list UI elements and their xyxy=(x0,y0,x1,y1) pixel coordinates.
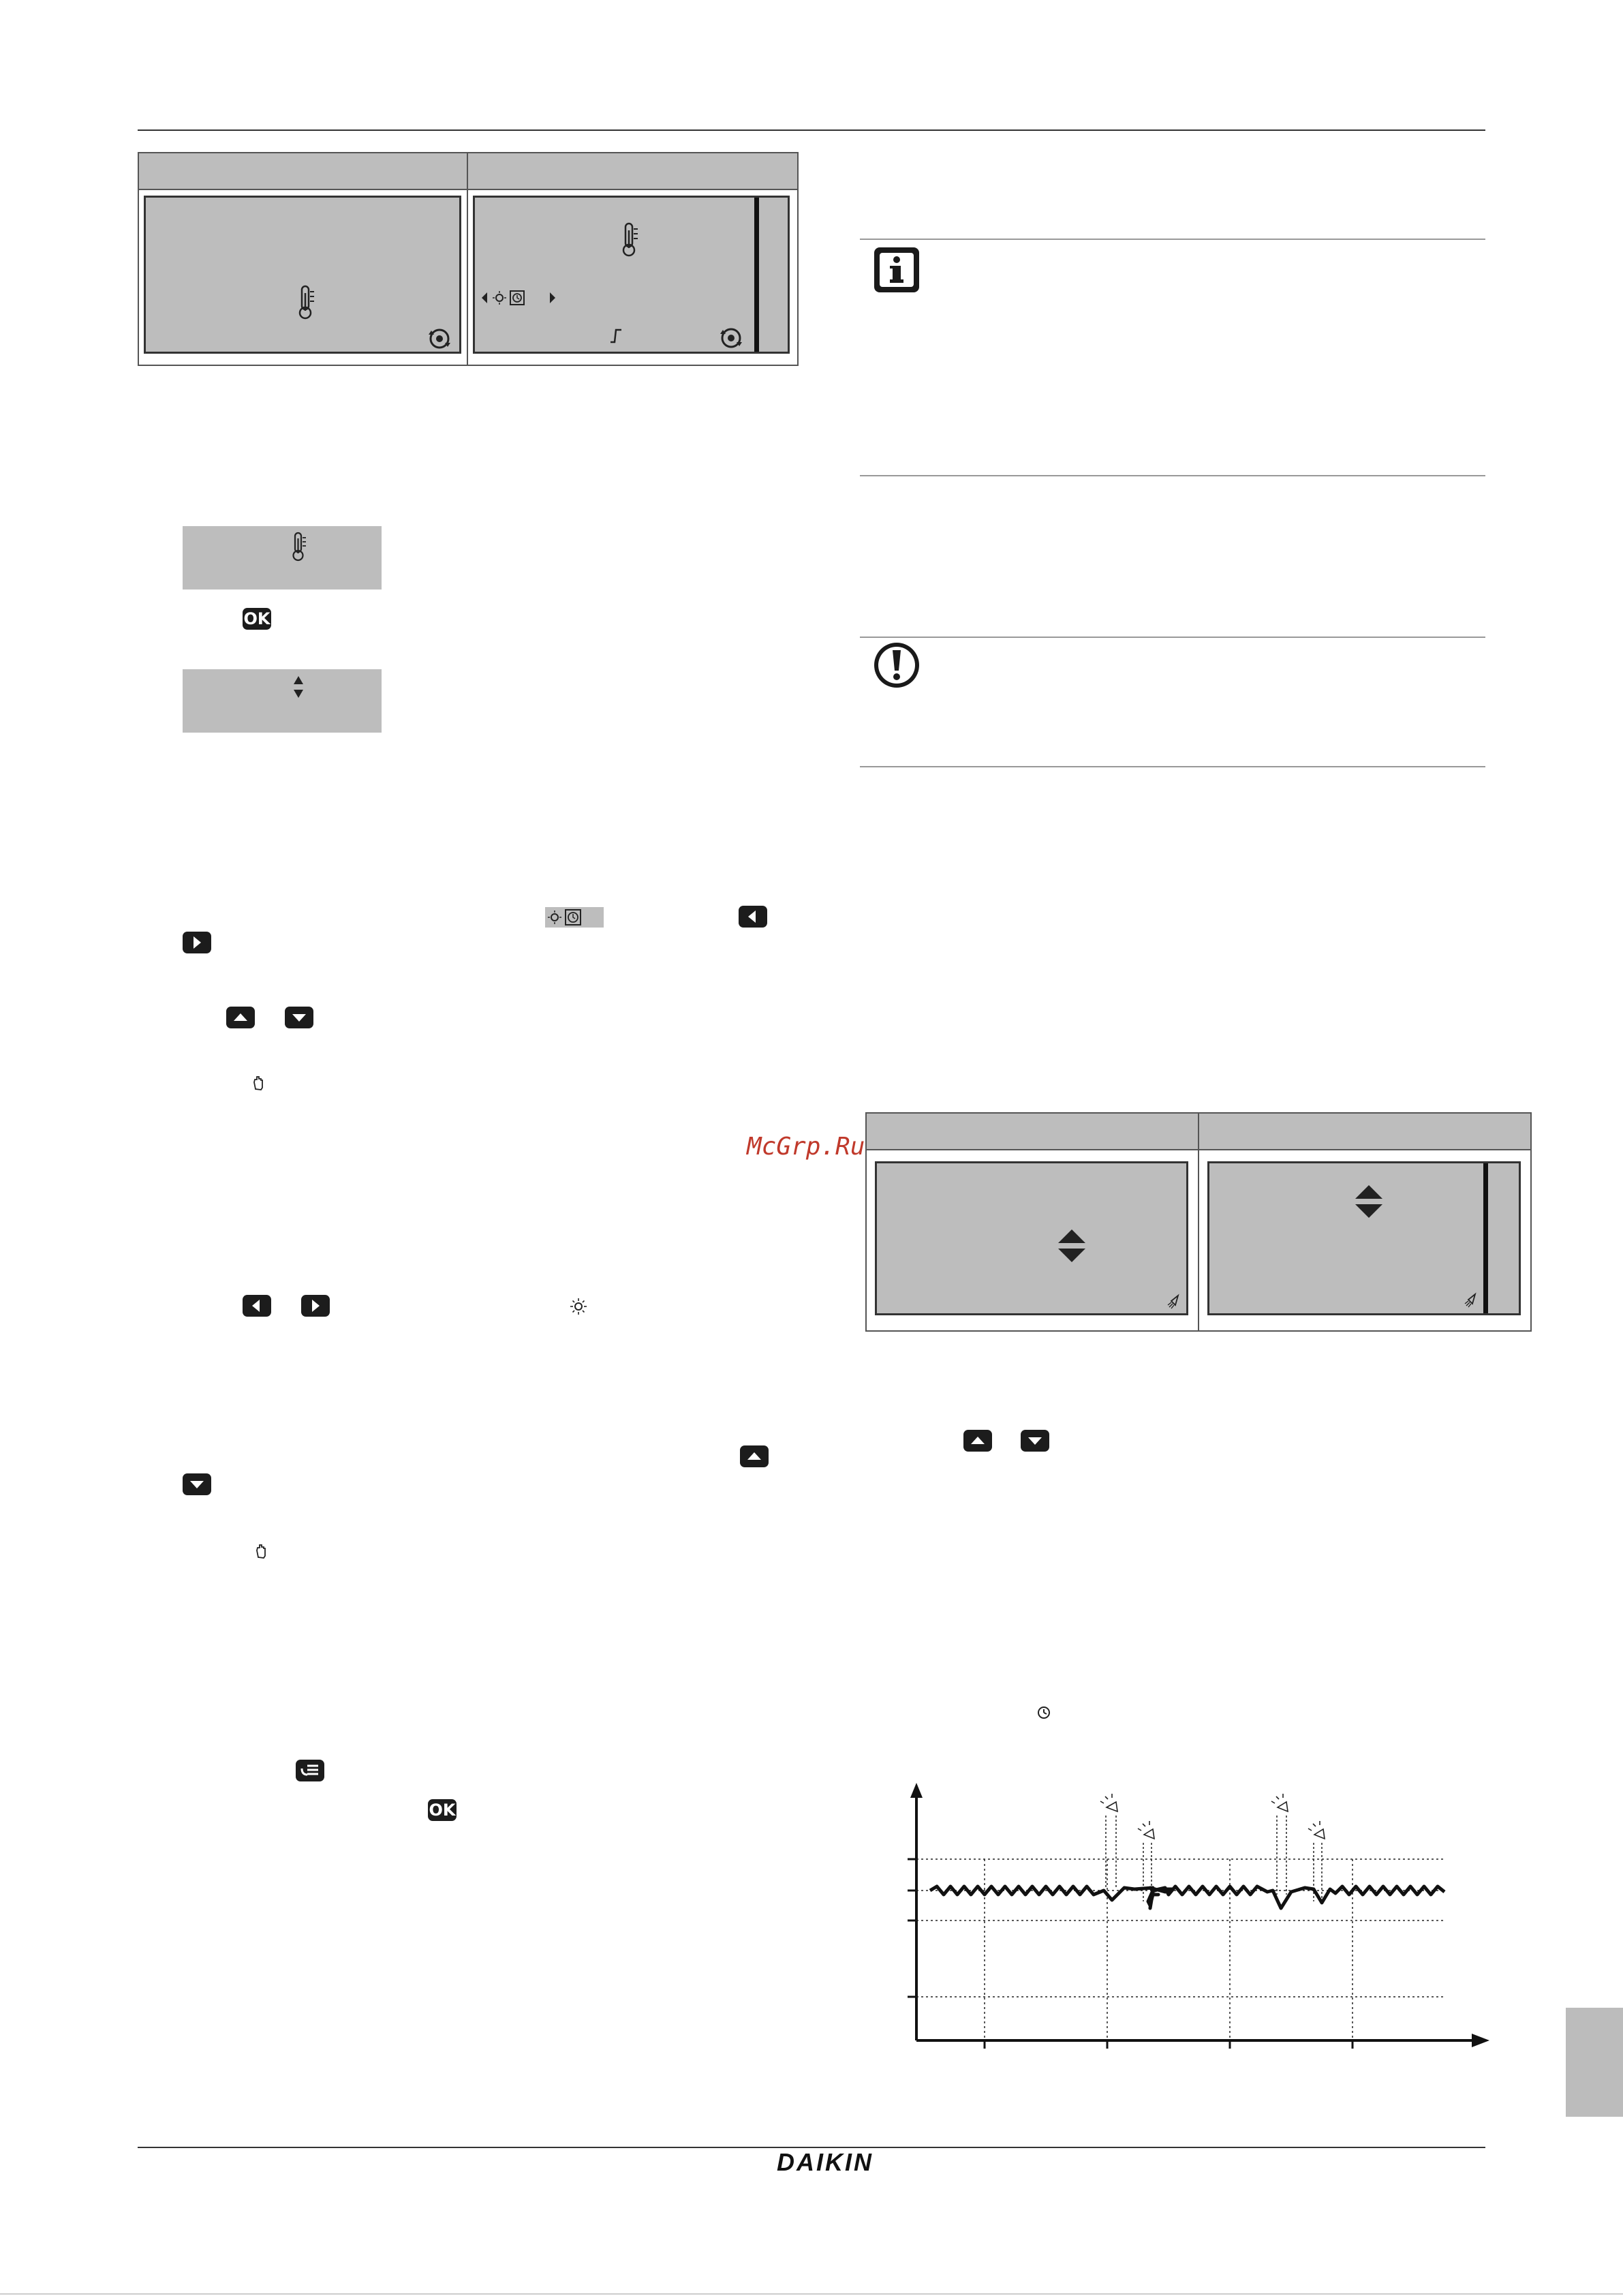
notice-rule-bottom xyxy=(860,475,1485,476)
lcd-strip-thermometer xyxy=(183,526,382,590)
updown-arrows-icon xyxy=(292,673,305,701)
down-arrow-button[interactable] xyxy=(285,1007,313,1028)
chevron-left-icon xyxy=(252,1300,260,1312)
shower-icon xyxy=(1166,1293,1182,1309)
sun-icon xyxy=(570,1298,587,1315)
chevron-up-icon xyxy=(234,1013,247,1021)
header-rule xyxy=(138,129,1485,131)
hand-icon xyxy=(251,1074,266,1092)
temperature-curve xyxy=(930,1886,1444,1908)
up-arrow-button[interactable] xyxy=(226,1007,255,1028)
lcd-screen-right xyxy=(473,196,790,354)
up-arrow-button[interactable] xyxy=(740,1445,769,1467)
chevron-left-icon xyxy=(748,910,756,923)
left-arrow-button[interactable] xyxy=(739,906,767,928)
updown-arrows-icon xyxy=(1354,1184,1384,1219)
scrollbar[interactable] xyxy=(1483,1163,1488,1313)
hand-icon xyxy=(253,1542,268,1560)
display-table-1 xyxy=(138,152,799,366)
shower-icon xyxy=(1463,1291,1479,1308)
notice-rule-top xyxy=(860,239,1485,240)
rotate-icon xyxy=(717,324,745,352)
menu-button[interactable] xyxy=(296,1760,324,1781)
mode-selector-icon xyxy=(479,289,561,307)
rotate-icon xyxy=(426,325,453,352)
left-arrow-button[interactable] xyxy=(243,1295,271,1317)
lcd-strip-updown xyxy=(183,669,382,733)
chevron-down-icon xyxy=(190,1481,204,1488)
display-table-2 xyxy=(865,1112,1532,1332)
chevron-down-icon xyxy=(1028,1437,1042,1445)
thermometer-icon xyxy=(619,222,640,258)
chevron-up-icon xyxy=(747,1452,761,1460)
chevron-right-icon xyxy=(194,936,201,949)
notice-rule-bottom xyxy=(860,766,1485,767)
watermark: McGrp.Ru xyxy=(747,1133,865,1161)
chapter-tab[interactable] xyxy=(1566,2008,1623,2117)
up-arrow-button[interactable] xyxy=(963,1430,992,1452)
info-notice-icon xyxy=(872,245,921,294)
table-header xyxy=(139,153,797,190)
table-column-divider xyxy=(1198,1114,1199,1330)
thermometer-icon xyxy=(290,532,307,562)
ok-button[interactable]: OK xyxy=(429,1801,456,1820)
chevron-up-icon xyxy=(971,1437,985,1444)
lcd-screen-right xyxy=(1207,1161,1521,1315)
ok-button[interactable]: OK xyxy=(243,609,270,628)
right-arrow-button[interactable] xyxy=(183,932,211,953)
down-arrow-button[interactable] xyxy=(1021,1430,1049,1452)
moon-icon xyxy=(616,1299,631,1315)
page-bottom-edge xyxy=(0,2293,1623,2295)
menu-icon xyxy=(300,1763,320,1778)
chevron-right-icon xyxy=(312,1300,320,1312)
down-arrow-button[interactable] xyxy=(183,1473,211,1495)
scrollbar[interactable] xyxy=(754,198,759,352)
table-column-divider xyxy=(467,153,468,365)
lcd-screen-left xyxy=(144,196,461,354)
warning-notice-icon xyxy=(872,641,921,690)
thermometer-icon xyxy=(296,285,316,320)
daikin-logo: DAIKIN xyxy=(777,2148,874,2176)
notice-rule-top xyxy=(860,637,1485,638)
timer-icon xyxy=(1036,1704,1052,1720)
temperature-graph xyxy=(899,1779,1499,2051)
step-icon xyxy=(608,326,624,345)
lcd-screen-left xyxy=(875,1161,1188,1315)
right-arrow-button[interactable] xyxy=(301,1295,330,1317)
chevron-down-icon xyxy=(292,1014,306,1022)
mode-selector-icon xyxy=(545,907,604,928)
updown-arrows-icon xyxy=(1057,1228,1087,1264)
